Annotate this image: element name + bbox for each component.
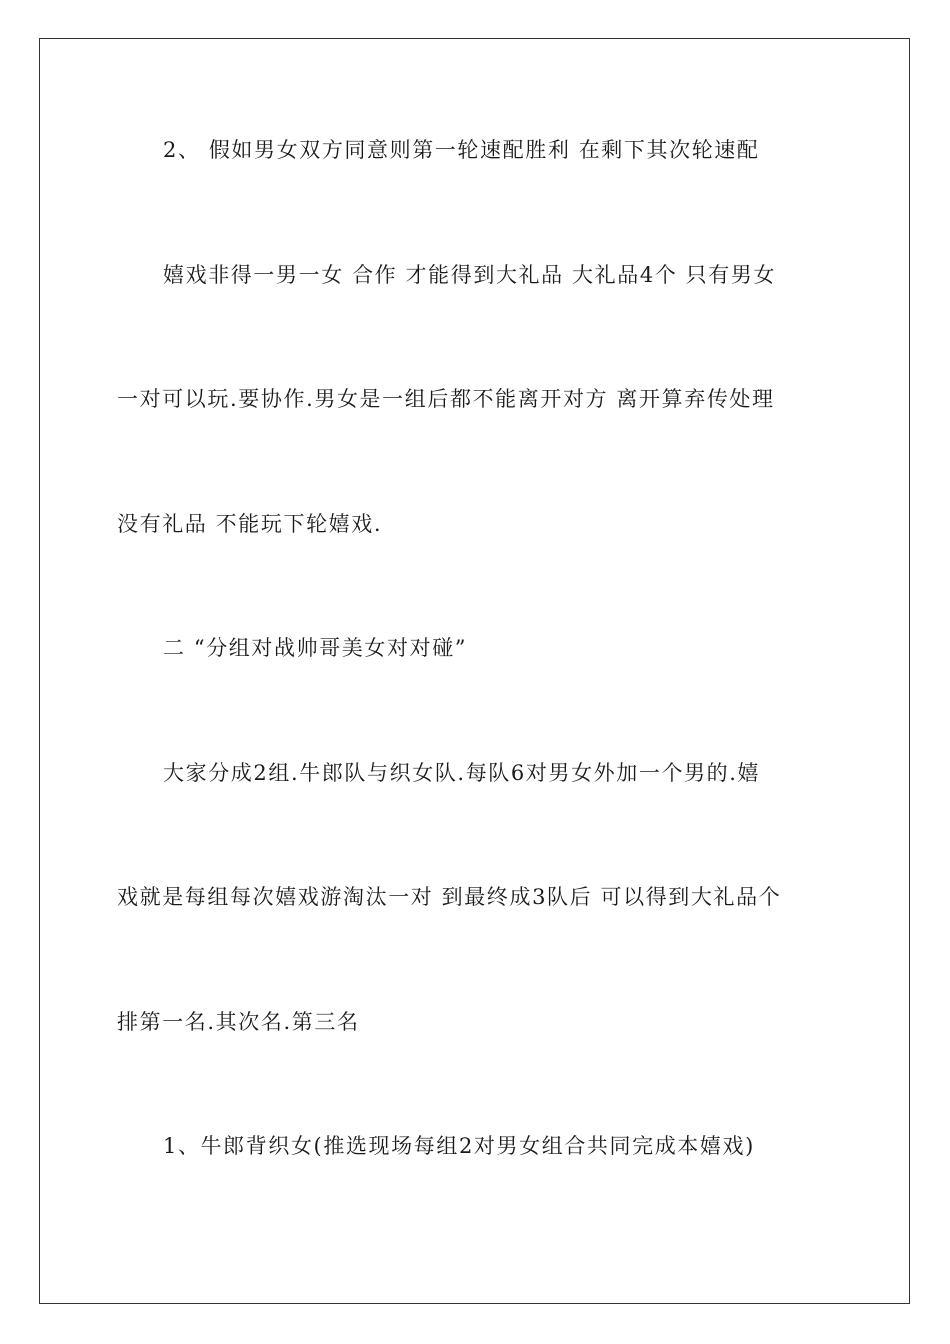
list-item: 1、牛郎背织女(推选现场每组2对男女组合共同完成本嬉戏) xyxy=(163,1134,755,1158)
paragraph-line: 一对可以玩.要协作.男女是一组后都不能离开对方 离开算弃传处理 xyxy=(117,387,775,411)
paragraph-line: 排第一名.其次名.第三名 xyxy=(117,1010,360,1034)
paragraph-line: 嬉戏非得一男一女 合作 才能得到大礼品 大礼品4个 只有男女 xyxy=(163,263,777,287)
section-heading: 二 “分组对战帅哥美女对对碰” xyxy=(163,636,468,660)
paragraph-line: 2、 假如男女双方同意则第一轮速配胜利 在剩下其次轮速配 xyxy=(163,138,760,162)
page-border xyxy=(39,38,910,1304)
paragraph-line: 大家分成2组.牛郎队与织女队.每队6对男女外加一个男的.嬉 xyxy=(163,761,761,785)
paragraph-line: 没有礼品 不能玩下轮嬉戏. xyxy=(117,512,383,536)
paragraph-line: 戏就是每组每次嬉戏游淘汰一对 到最终成3队后 可以得到大礼品个 xyxy=(117,885,782,909)
